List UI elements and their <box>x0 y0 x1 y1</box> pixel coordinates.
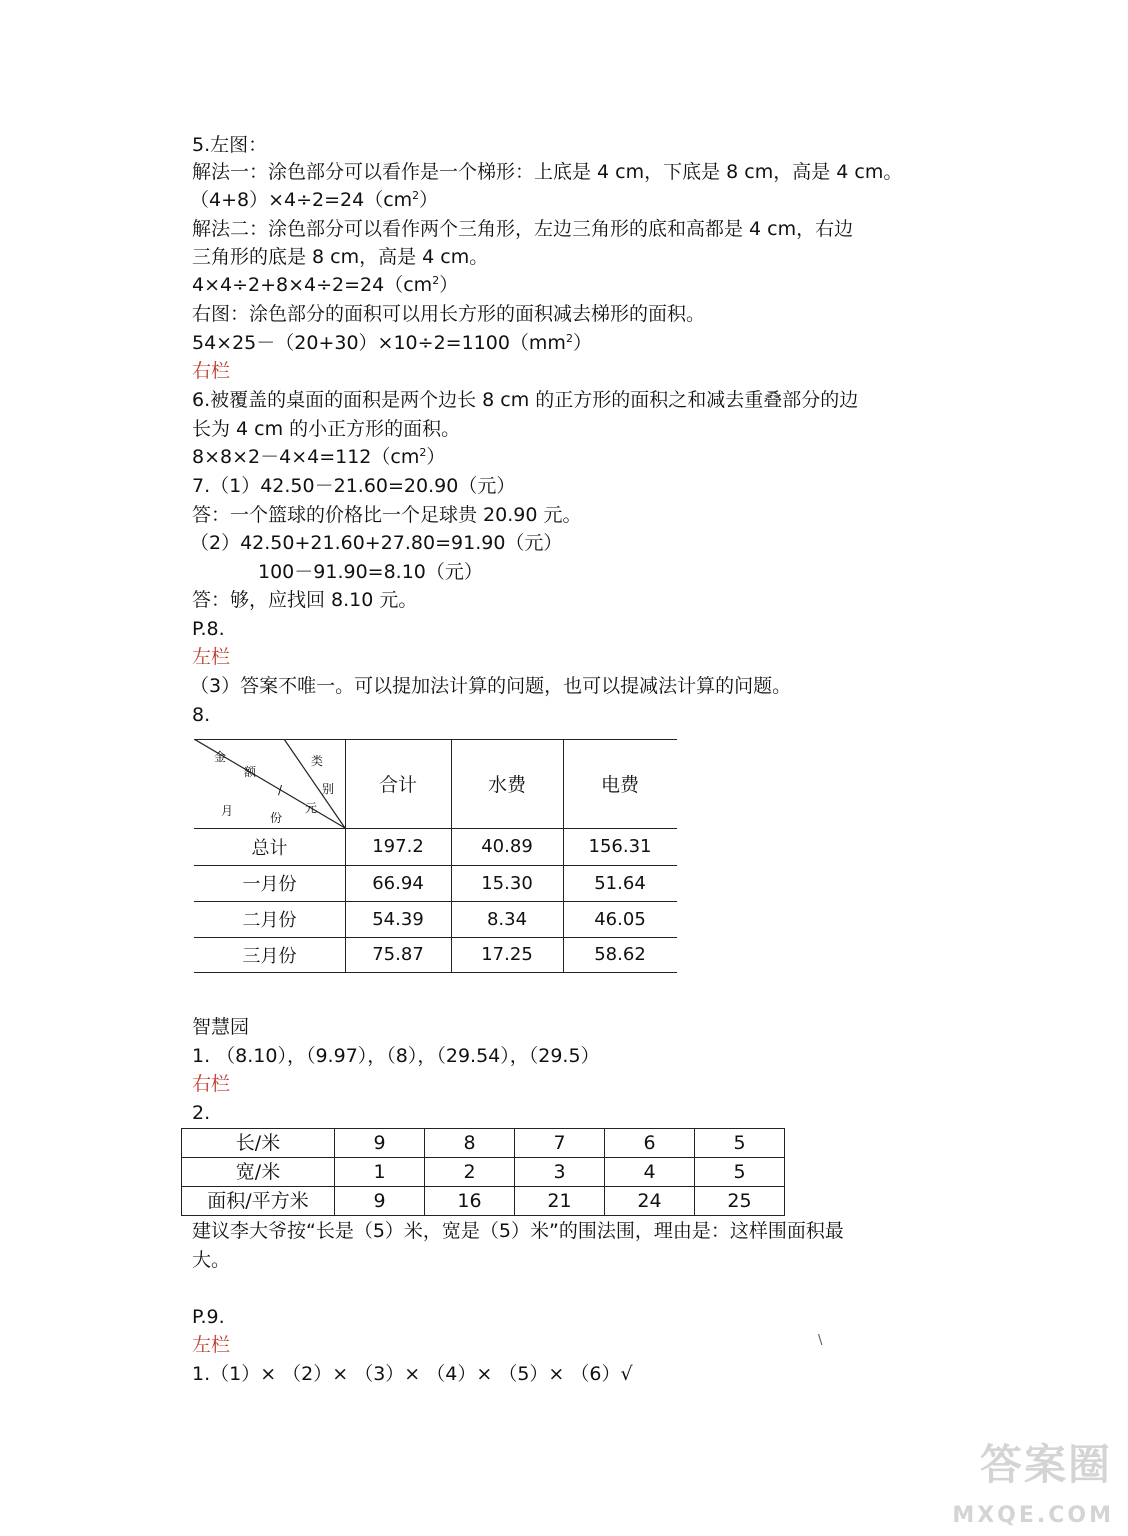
table-cell: 2 <box>425 1158 515 1187</box>
q7-answer1: 答：一个篮球的价格比一个足球贵 20.90 元。 <box>192 504 582 526</box>
table-cell: 7 <box>515 1129 605 1158</box>
table-cell: 15.30 <box>481 872 533 894</box>
fee-table <box>194 739 677 972</box>
p9-q1-answers: 1.（1）× （2）× （3）× （4）× （5）× （6）√ <box>192 1363 633 1385</box>
superscript: 2 <box>419 446 427 459</box>
right-column-label: 右栏 <box>192 1073 231 1095</box>
stray-mark: \ <box>818 1333 823 1348</box>
formula-text: 4×4÷2+8×4÷2=24（cm <box>192 274 433 296</box>
watermark-url: MXQE.COM <box>952 1503 1114 1528</box>
area-table <box>181 1128 785 1216</box>
table-cell: 25 <box>695 1187 785 1216</box>
q5-method2-cont: 三角形的底是 8 cm，高是 4 cm。 <box>192 246 489 268</box>
table-cell: 197.2 <box>372 836 424 857</box>
table-cell: 9 <box>335 1129 425 1158</box>
formula-text: ） <box>572 332 592 354</box>
col-header: 合计 <box>378 774 417 796</box>
q7-part1: 7.（1）42.50－21.60=20.90（元） <box>192 475 516 497</box>
diag-label: 类 <box>311 754 324 768</box>
q7-answer2: 答：够，应找回 8.10 元。 <box>192 589 418 611</box>
watermark-logo: 答案圈 <box>979 1440 1112 1489</box>
table-cell: 51.64 <box>594 872 646 894</box>
table-cell: 54.39 <box>372 908 424 930</box>
q3-text: （3）答案不唯一。可以提加法计算的问题，也可以提减法计算的问题。 <box>190 675 792 697</box>
q5-method1: 解法一：涂色部分可以看作是一个梯形：上底是 4 cm，下底是 8 cm，高是 4 cm。 <box>192 161 903 183</box>
row-label: 面积/平方米 <box>182 1187 335 1216</box>
page-marker-p9: P.9. <box>192 1306 225 1328</box>
advice-text-cont: 大。 <box>192 1249 231 1271</box>
q5-method2-formula <box>192 272 458 298</box>
table-cell: 24 <box>605 1187 695 1216</box>
table-cell: 4 <box>605 1158 695 1187</box>
section-title-zhihuiyuan: 智慧园 <box>192 1016 250 1038</box>
formula-text: 8×8×2－4×4=112（cm <box>192 446 420 468</box>
col-header: 水费 <box>487 774 526 796</box>
row-label: 一月份 <box>242 874 297 895</box>
formula-text: （4+8）×4÷2=24（cm <box>190 189 413 211</box>
left-column-label: 左栏 <box>192 646 231 668</box>
formula-text: ） <box>439 274 459 296</box>
right-column-label: 右栏 <box>192 360 231 382</box>
table-row <box>182 1187 785 1216</box>
row-label: 长/米 <box>182 1129 335 1158</box>
row-label: 总计 <box>251 837 288 859</box>
zh-q2-title: 2. <box>192 1102 211 1124</box>
table-cell: 156.31 <box>588 836 652 857</box>
table-row <box>182 1158 785 1187</box>
q5-right-figure: 右图：涂色部分的面积可以用长方形的面积减去梯形的面积。 <box>192 303 706 325</box>
row-label: 三月份 <box>242 945 297 967</box>
q6-formula <box>192 444 445 470</box>
superscript: 2 <box>412 189 420 202</box>
formula-text: ） <box>426 446 446 468</box>
q8-title: 8. <box>192 704 211 726</box>
left-column-label: 左栏 <box>192 1334 231 1356</box>
diag-label: 金 <box>214 750 227 764</box>
table-cell: 6 <box>605 1129 695 1158</box>
table-cell: 9 <box>335 1187 425 1216</box>
q7-part2: （2）42.50+21.60+27.80=91.90（元） <box>190 532 563 554</box>
q5-title: 5.左图： <box>192 134 268 156</box>
page-marker-p8: P.8. <box>192 618 225 640</box>
superscript: 2 <box>432 274 440 287</box>
table-cell: 17.25 <box>481 944 533 965</box>
table-cell: 75.87 <box>372 944 424 965</box>
advice-text: 建议李大爷按“长是（5）米，宽是（5）米”的围法围，理由是：这样围面积最 <box>192 1220 844 1242</box>
table-cell: 8.34 <box>486 908 528 930</box>
formula-text: 54×25－（20+30）×10÷2=1100（mm <box>192 332 566 354</box>
table-cell: 46.05 <box>594 908 646 930</box>
table-row <box>182 1129 785 1158</box>
diag-label: / <box>278 783 283 797</box>
table-cell: 21 <box>515 1187 605 1216</box>
table-cell: 5 <box>695 1158 785 1187</box>
table-cell: 40.89 <box>481 836 533 857</box>
table-cell: 8 <box>425 1129 515 1158</box>
zh-q1: 1. （8.10），（9.97），（8），（29.54），（29.5） <box>192 1045 600 1067</box>
table-cell: 58.62 <box>594 944 646 965</box>
diag-label: 月 <box>221 804 234 818</box>
q5-method1-formula <box>190 187 438 213</box>
q6-text-cont: 长为 4 cm 的小正方形的面积。 <box>192 418 461 440</box>
q7-part2-cont: 100－91.90=8.10（元） <box>258 561 483 583</box>
row-label: 宽/米 <box>182 1158 335 1187</box>
q5-method2: 解法二：涂色部分可以看作两个三角形，左边三角形的底和高都是 4 cm，右边 <box>192 218 854 240</box>
table-cell: 16 <box>425 1187 515 1216</box>
q6-text: 6.被覆盖的桌面的面积是两个边长 8 cm 的正方形的面积之和减去重叠部分的边 <box>192 389 859 411</box>
formula-text: ） <box>419 189 439 211</box>
diag-label: 份 <box>270 811 283 825</box>
diag-label: 额 <box>244 765 257 779</box>
table-cell: 3 <box>515 1158 605 1187</box>
diag-label: 元 <box>305 801 318 815</box>
col-header: 电费 <box>600 774 639 796</box>
superscript: 2 <box>565 332 573 345</box>
q5-right-formula <box>192 330 592 356</box>
row-label: 二月份 <box>242 910 297 931</box>
table-cell: 1 <box>335 1158 425 1187</box>
table-cell: 5 <box>695 1129 785 1158</box>
diag-label: 别 <box>322 782 335 796</box>
table-cell: 66.94 <box>372 872 424 894</box>
